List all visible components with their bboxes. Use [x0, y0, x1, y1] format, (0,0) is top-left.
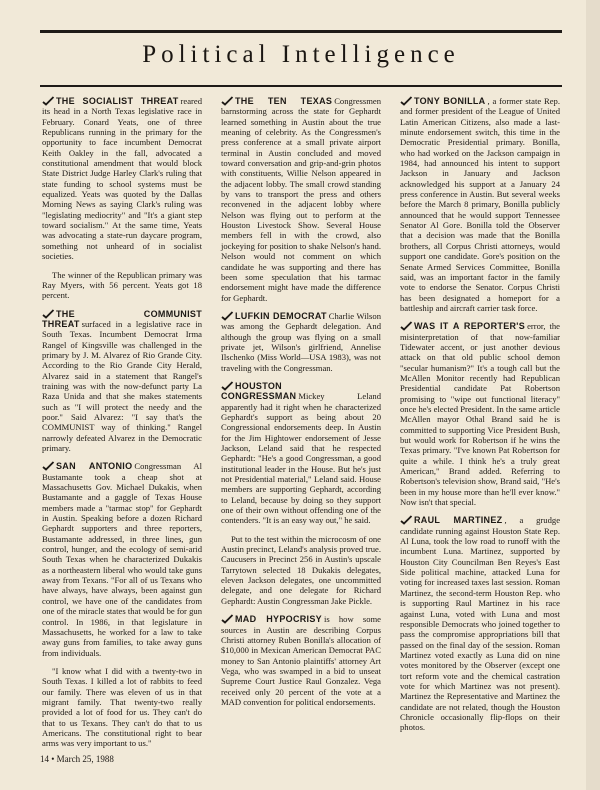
- item-headline: WAS IT A REPORTER'S: [414, 321, 526, 332]
- checkmark-icon: [221, 96, 233, 105]
- item-headline: LUFKIN DEMOCRAT: [235, 310, 327, 321]
- item-text: Mickey Leland apparently had it right when he characterized Gephardt's support as being about 20 Congressional endorsements deep. In Austin for the Jim Hightower endorsement of Jesse Jackson, Leland said that he respected Gephardt: "He's a good Congressman, a good institutional leader in the House. But he's just not Presidential material," Leland said. House members are supporting Gephardt, according to Leland, because by doing so they support one of their own without offending one of the contenders. "It is an easy way out," he said.: [221, 391, 381, 526]
- article-paragraph: [42, 309, 202, 454]
- checkmark-icon: [400, 321, 412, 330]
- article-paragraph: [221, 534, 381, 606]
- item-headline: HOUSTON CONGRESSMAN: [221, 380, 297, 402]
- item-headline: SAN ANTONIO: [56, 461, 133, 472]
- column-right: [400, 96, 561, 733]
- item-text: Congressmen barnstorming across the state for Gephardt learned something in Austin about the true meaning of celebrity. As the Congressmen's press conference at a small private airport terminal in Austin concluded and moved toward conversation and grip-and-grin photos with constituents, Willie Nelson appeared in the adjacent lobby. The small crowd standing by vans to transport the press and others reconvened in the adjacent lobby where Nelson was flying out to perform at the Houston Livestock Show. Several House members fell in with the crowd, also jockeying for position to shake Nelson's hand. Nelson would not comment on which candidate he was supporting and there has been some speculation that his tarmac endorsement might have made the difference for Gephardt.: [221, 96, 381, 303]
- page-footer: 14 • March 25, 1988: [40, 754, 114, 764]
- item-text: Charlie Wilson was among the Gephardt delegation. And although the group was flying on a small private jet, Wilson's girlfriend, Annelise Ilschenko (Miss World—USA 1983), was not traveling with the Congressman.: [221, 310, 381, 373]
- item-headline: TONY BONILLA: [414, 96, 486, 106]
- checkmark-icon: [42, 309, 54, 318]
- article-paragraph: [221, 614, 381, 707]
- article-paragraph: [42, 666, 202, 749]
- checkmark-icon: [42, 461, 54, 470]
- article-paragraph: [400, 96, 560, 313]
- item-text: , a grudge candidate running against Houston State Rep. Al Luna, took the low road to runoff with the incumbent Luna. Martinez, supported by Houston City Councilman Ben Reyes's East Side political machine, attacked Luna for voting for increased taxes last session. Roman Martinez, the second-term Houston Rep. who is supporting Raul Martinez in his race against Luna, voted with Luna and most responsible Democrats who joined together to pass the compromise appropriations bill that passed on the final day of the session. Roman Martinez voted exactly as Luna did on nine votes monitored by the Observer (except one tort reform vote and the chemical castration vote for which Martinez was not present). Martinez the Representative and Martinez the candidate are not related, though the Houston Chronicle occasionally flip-flops on their photos.: [400, 515, 561, 733]
- article-paragraph: [221, 96, 381, 303]
- article-paragraph: [221, 381, 381, 526]
- article-paragraph: [400, 515, 560, 732]
- item-text: surfaced in a legislative race in South Texas. Incumbent Democrat Irma Rangel of Kingsville was challenged in the primary by J. M. Alvarez of Rio Grande City. According to the Rio Grande City Herald, Alvarez said in a statement that Rangel's training was with the now-defunct party La Raza Unida and that she makes statements such as "I will protect the needy and the poor." Said Alvarez: "I say that's the COMMUNIST way of thinking." Rangel narrowly defeated Alvarez in the Democratic primary.: [42, 318, 202, 453]
- article-paragraph: [42, 270, 202, 301]
- item-headline: MAD HYPOCRISY: [235, 614, 322, 625]
- item-headline: THE SOCIALIST THREAT: [56, 96, 179, 106]
- page-edge: [586, 0, 600, 790]
- checkmark-icon: [42, 96, 54, 105]
- checkmark-icon: [221, 311, 233, 320]
- item-headline: RAUL MARTINEZ: [414, 515, 503, 526]
- item-text: error, the misinterpretation of that now-familiar Tidewater accent, or just another devious attack on that old public school demon "secular humanism?" It's a tough call but the McAllen Monitor recently had Republican Presidential candidate Pat Robertson promising to "wipe out functional literacy" once he's elected President. In the same article McAllen mayor Othal Brand said he is committed to supporting Vice President Bush, but would work for Robertson if he wins the Texas primary. "I've known Pat Robertson for quite a while. I think he's a truly great American," Brand added. Referring to Robertson's television show, Brand said, "He's been in my house more than he'll ever know." Now isn't that special.: [400, 321, 560, 508]
- checkmark-icon: [400, 96, 412, 105]
- item-text: is how some sources in Austin are describing Corpus Christi attorney Ruben Bonilla's allocation of $10,000 in Mexican American Democrat PAC money to San Antonio plaintiffs' attorney Art Vega, who was swamped in a bid to unseat Supreme Court Justice Raul Gonzalez. Vega received only 20 percent of the vote at a MAD convention for political endorsements.: [221, 614, 381, 707]
- item-text: reared its head in a North Texas legislative race in February. Conard Yeats, one of three Republicans running in the primary for the opportunity to face incumbent Democrat Keith Oakley in the fall, advocated a constitutional amendment that would block State District Judge Harley Clark's ruling that state funding to school systems must be equalized. Yeats was quoted by the Dallas Morning News as saying Clark's ruling was "legislating mediocrity" and "It's a giant step toward socialism." At the same time, Yeats was advocating a state-run daycare program, something not unheard of in socialist societies.: [42, 96, 202, 262]
- item-headline: THE TEN TEXAS: [235, 96, 333, 106]
- article-paragraph: [42, 96, 202, 262]
- section-header: [40, 30, 562, 87]
- item-text: The winner of the Republican primary was Ray Myers, with 56 percent. Yeats got 18 percent.: [42, 269, 202, 301]
- item-text: , a former state Rep. and former president of the League of United Latin American Citizens, also made a last-minute endorsement switch, this time in the Democratic Presidential primary. Bonilla, who had worked on the Jackson campaign in 1984, had announced his intent to support Jackson in January and Jackson acknowledged his support at a January 24 press conference in Austin. But several weeks before the March 8 primary, Bonilla publicly announced that he would support Tennessee Senator Al Gore. Bonilla told the Observer that a decision was made that the Bonilla brothers, all Corpus Christi attorneys, would support one candidate. Gore's position on the Senate Armed Services Committee, Bonilla said, was an important factor in the family vote to endorse the Senator. Corpus Christi has been designated a homeport for a battleship and aircraft carrier task force.: [400, 96, 560, 313]
- checkmark-icon: [221, 614, 233, 623]
- article-paragraph: [221, 311, 381, 373]
- checkmark-icon: [400, 515, 412, 524]
- article-paragraph: [42, 461, 202, 658]
- article-paragraph: [400, 321, 560, 507]
- column-middle: [221, 96, 381, 726]
- item-text: Put to the test within the microcosm of one Austin precinct, Leland's analysis proved true. Caucusers in Precinct 256 in Austin's upscale Tarrytown selected 18 Dukakis delegates, eleven Jackson delegates, one uncommitted delegate, and one delegate for Richard Gephardt: Austin Congressman Jake Pickle.: [221, 533, 381, 606]
- section-title: Political Intelligence: [142, 41, 460, 68]
- item-text: "I know what I did with a twenty-two in South Texas. I killed a lot of rabbits to feed our family. There was eleven of us in that migrant family. That twenty-two really provided a lot of food for us. They can't do that to us Texans. They can't do that to us Americans. The constitutional right to bear arms was very important to us.": [42, 665, 202, 749]
- checkmark-icon: [221, 381, 233, 390]
- item-headline: THE COMMUNIST THREAT: [42, 308, 202, 329]
- item-text: Congressman Al Bustamante took a cheap shot at Massachusetts Gov. Michael Dukakis, when Bustamante and a gaggle of Texas House members made a "tarmac stop" for Gephardt in Austin. Speaking before a dozen Richard Gephardt supporters and three reporters, Bustamante addressed, in three lines, gun control, hunger, and the ecology of semi-arid South Texas when he characterized Dukakis as a northeastern liberal who would take guns away from Texans. "For all of us Texans who have always, have always, been against gun control, we have one of the candidates from one of the miracle states that would be for gun control. In 1986, in that legislature in Massachusetts, he worked for a law to take away guns from families, to take away guns from individuals.: [42, 461, 202, 658]
- column-left: [42, 96, 202, 749]
